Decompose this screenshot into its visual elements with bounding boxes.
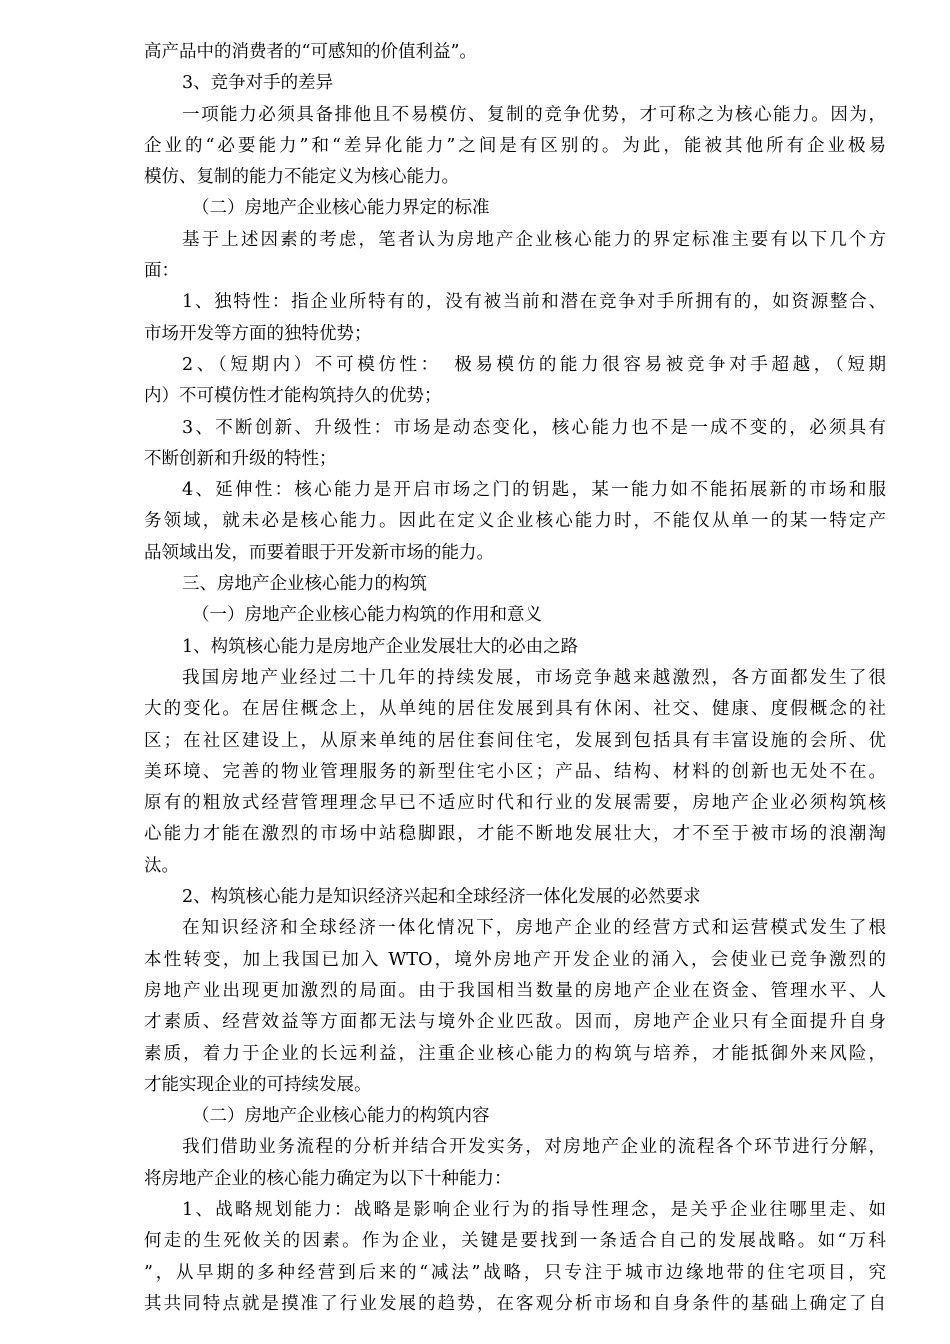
text-line: 基于上述因素的考虑，笔者认为房地产企业核心能力的界定标准主要有以下几个方: [182, 229, 886, 250]
text-line: 才素质、经营效益等方面都无法与境外企业匹敌。因而，房地产企业只有全面提升自身: [144, 1012, 886, 1033]
text-line: 房地产业出现更加激烈的局面。由于我国相当数量的房地产企业在资金、管理水平、人: [144, 980, 886, 1001]
text-line: 我国房地产业经过二十几年的持续发展，市场竞争越来越激烈，各方面都发生了很: [182, 667, 886, 688]
text-line: 市场开发等方面的独特优势；: [144, 323, 372, 344]
text-line: 在知识经济和全球经济一体化情况下，房地产企业的经营方式和运营模式发生了根: [182, 918, 886, 939]
subsection-heading: 3、竞争对手的差异: [182, 73, 334, 94]
text-line: 一项能力必须具备排他且不易模仿、复制的竞争优势，才可称之为核心能力。因为，: [182, 104, 886, 125]
subsection-heading: 2、构筑核心能力是知识经济兴起和全球经济一体化发展的必然要求: [182, 887, 701, 908]
section-heading: （二）房地产企业核心能力界定的标准: [192, 198, 490, 219]
text-line: 我们借助业务流程的分析并结合开发实务，对房地产企业的流程各个环节进行分解，: [182, 1137, 886, 1158]
section-heading: （二）房地产企业核心能力的构筑内容: [192, 1106, 490, 1127]
text-line: 将房地产企业的核心能力确定为以下十种能力：: [144, 1168, 512, 1189]
text-line: 3、不断创新、升级性：市场是动态变化，核心能力也不是一成不变的，必须具有: [182, 417, 886, 438]
section-heading: （一）房地产企业核心能力构筑的作用和意义: [192, 605, 542, 626]
text-line: 品领域出发，而要着眼于开发新市场的能力。: [144, 542, 494, 563]
text-line: 企业的“必要能力”和“差异化能力”之间是有区别的。为此，能被其他所有企业极易: [144, 135, 886, 156]
text-line: 汰。: [144, 855, 179, 876]
text-line: 面：: [144, 261, 179, 282]
text-line: 不断创新和升级的特性；: [144, 448, 337, 469]
text-line: 原有的粗放式经营管理理念早已不适应时代和行业的发展需要，房地产企业必须构筑核: [144, 793, 886, 814]
text-line: 素质，着力于企业的长远利益，注重企业核心能力的构筑与培养，才能抵御外来风险，: [144, 1043, 886, 1064]
text-line: 其共同特点就是摸准了行业发展的趋势，在客观分析市场和自身条件的基础上确定了自: [144, 1293, 886, 1314]
text-line: 才能实现企业的可持续发展。: [144, 1074, 372, 1095]
section-heading: 三、房地产企业核心能力的构筑: [182, 574, 427, 595]
text-line: 大的变化。在居住概念上，从单纯的居住发展到具有休闲、社交、健康、度假概念的社: [144, 699, 886, 720]
text-line: 高产品中的消费者的“可感知的价值利益”。: [144, 42, 477, 62]
text-line: 何走的生死攸关的因素。作为企业，关键是要找到一条适合自己的发展战略。如“万科: [144, 1231, 886, 1252]
text-line: 1、战略规划能力：战略是影响企业行为的指导性理念，是关乎企业往哪里走、如: [182, 1199, 886, 1220]
text-line: 务领域，就未必是核心能力。因此在定义企业核心能力时，不能仅从单一的某一特定产: [144, 511, 886, 532]
text-line: 4、延伸性：核心能力是开启市场之门的钥匙，某一能力如不能拓展新的市场和服: [182, 480, 886, 501]
text-line: 本性转变，加上我国已加入 WTO，境外房地产开发企业的涌入，会使业已竞争激烈的: [144, 949, 886, 970]
text-line: 模仿、复制的能力不能定义为核心能力。: [144, 167, 459, 188]
text-line: ”，从早期的多种经营到后来的“减法”战略，只专注于城市边缘地带的住宅项目，究: [144, 1262, 886, 1283]
subsection-heading: 1、构筑核心能力是房地产企业发展壮大的必由之路: [182, 636, 579, 657]
text-line: 内）不可模仿性才能构筑持久的优势；: [144, 386, 442, 407]
text-line: 区；在社区建设上，从原来单纯的居住套间住宅，发展到包括具有丰富设施的会所、优: [144, 730, 886, 751]
text-line: 2、（短期内）不可模仿性： 极易模仿的能力很容易被竞争对手超越，（短期: [182, 354, 886, 375]
text-line: 心能力才能在激烈的市场中站稳脚跟，才能不断地发展壮大，才不至于被市场的浪潮淘: [144, 824, 886, 845]
text-line: 1、独特性：指企业所特有的，没有被当前和潜在竞争对手所拥有的，如资源整合、: [182, 292, 886, 313]
text-line: 美环境、完善的物业管理服务的新型住宅小区；产品、结构、材料的创新也无处不在。: [144, 761, 886, 782]
